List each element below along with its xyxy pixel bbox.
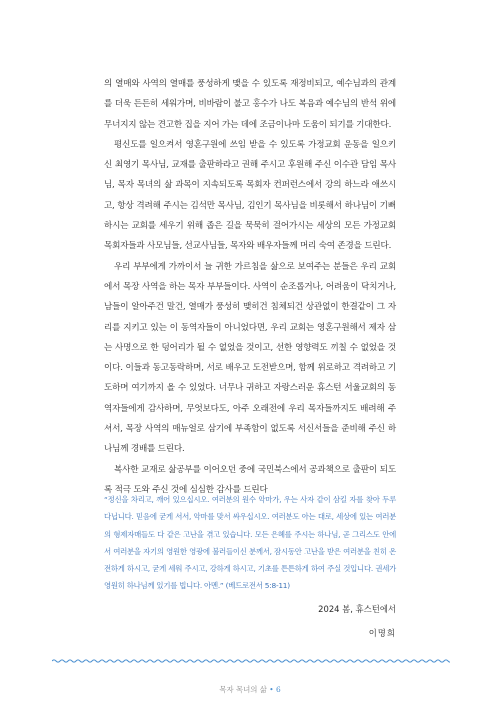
- paragraph-3: 우리 부부에게 가까이서 늘 귀한 가르침을 삶으로 보여주는 분들은 우리 교회에서 목장 사역을 하는 목자 부부들이다. 사역이 순조롭거나, 어려움이 닥치거나, 남들이 알아주건 말건, 열매가 풍성히 맺히건 침체되건 상관없이 한결같이 그 자리를 지키고 있는 이 동역자들이 아니었다면, 우리 교회는 영혼구원해서 제자 삼는 사명으로 한 덩어리가 될 수 없었을 것이고, 선한 영향력도 끼칠 수 없었을 것이다. 이들과 동고동락하며, 서로 배우고 도전받으며, 함께 위로하고 격려하고 기도하며 여기까지 올 수 있었다. 너무나 귀하고 자랑스러운 휴스턴 서울교회의 동역자들에게 감사하며, 무엇보다도, 아주 오래전에 우리 목자들까지도 배려해 주셔서, 목장 사역의 매뉴얼로 삼기에 부족함이 없도록 서신서들을 준비해 주신 하나님께 경배를 드린다.: [104, 261, 396, 455]
- paragraph-1: 의 열매와 사역의 열매를 풍성하게 맺을 수 있도록 재정비되고, 예수님과의 관계를 더욱 든든히 세워가며, 비바람이 불고 홍수가 나도 복음과 예수님의 반석 위에 무너지지 않는 견고한 집을 지어 가는 데에 조금이나마 도움이 되기를 기대한다.: [104, 79, 396, 130]
- scripture-quote-text: “정신을 차리고, 깨어 있으십시오. 여러분의 원수 악마가, 우는 사자 같이 삼킬 자를 찾아 두루 다닙니다. 믿음에 굳게 서서, 악마를 맞서 싸우십시오. 여러분도 아는 대로, 세상에 있는 여러분의 형제자매들도 다 같은 고난을 겪고 있습니다. 모든 은혜를 주시는 하나님, 곧 그리스도 안에서 여러분을 자기의 영원한 영광에 불러들이신 분께서, 잠시동안 고난을 받은 여러분을 친히 온전하게 하시고, 굳게 세워 주시고, 강하게 하시고, 기초를 튼튼하게 하여 주실 것입니다. 권세가 영원히 하나님께 있기를 빕니다. 아멘.” (베드로전서 5:8-11): [104, 495, 396, 591]
- footer-separator: •: [269, 685, 274, 694]
- signoff-date: 2024 봄, 휴스턴에서: [318, 604, 396, 614]
- scripture-quote: [104, 491, 396, 595]
- footer-book-title: 목자 목녀의 삶: [219, 685, 267, 694]
- wave-line: [52, 660, 450, 662]
- signoff-author: 이명희: [368, 628, 396, 638]
- page-footer: [0, 684, 500, 695]
- wave-divider: [52, 656, 450, 666]
- paragraph-4: 복사한 교재로 삶공부를 이어오던 중에 국민북스에서 공과책으로 출판이 되도록 적극 도와 주신 것에 심심한 감사를 드린다: [104, 464, 396, 495]
- preface-body: [104, 74, 396, 500]
- page-number: 6: [275, 685, 281, 694]
- paragraph-2: 평신도를 일으켜서 영혼구원에 쓰임 받을 수 있도록 가정교회 운동을 일으키신 최영기 목사님, 교재를 출판하라고 권해 주시고 후원해 주신 이수관 담임 목사님, 목자 목녀의 삶 과목이 지속되도록 목회자 컨퍼런스에서 강의 하느라 애쓰시고, 항상 격려해 주시는 김석만 목사님, 김인기 목사님을 비롯해서 하나님이 기뻐하시는 교회를 세우기 위해 좁은 길을 묵묵히 걸어가시는 세상의 모든 가정교회 목회자들과 사모님들, 선교사님들, 목자와 배우자들께 머리 숙여 존경을 드린다.: [104, 139, 396, 252]
